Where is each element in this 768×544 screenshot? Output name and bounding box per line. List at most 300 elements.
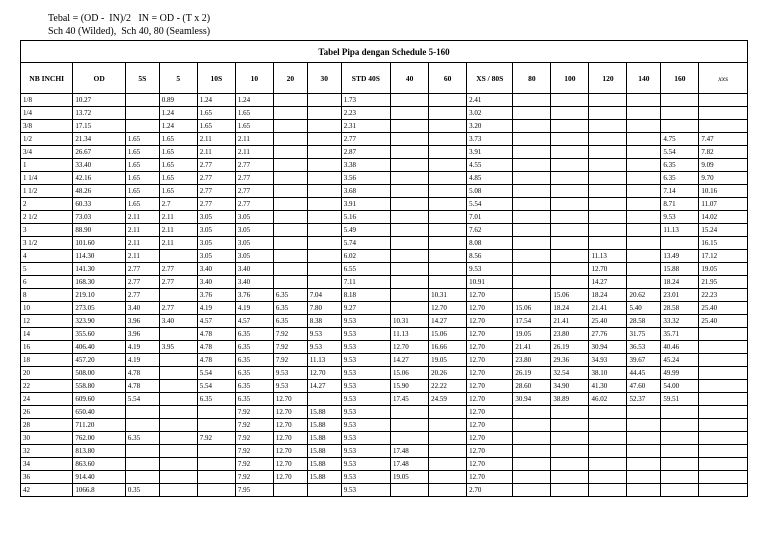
table-cell — [429, 458, 467, 471]
table-cell: 18.24 — [589, 289, 627, 302]
table-cell — [307, 146, 341, 159]
table-cell: 6.35 — [125, 432, 159, 445]
table-cell: 11.13 — [589, 250, 627, 263]
table-cell: 9.53 — [661, 211, 699, 224]
table-cell — [699, 484, 748, 497]
table-cell: 406.40 — [73, 341, 125, 354]
table-cell — [513, 445, 551, 458]
table-cell — [429, 419, 467, 432]
table-cell: 12.70 — [467, 315, 513, 328]
table-cell: 24.59 — [429, 393, 467, 406]
nominal-size-cell: 18 — [21, 354, 73, 367]
table-cell: 17.12 — [699, 250, 748, 263]
table-cell — [551, 211, 589, 224]
table-cell: 3.73 — [467, 133, 513, 146]
column-header: xxs — [699, 63, 748, 94]
table-cell — [273, 263, 307, 276]
table-cell — [551, 146, 589, 159]
nominal-size-cell: 1 — [21, 159, 73, 172]
table-cell: 15.06 — [391, 367, 429, 380]
column-header: 160 — [661, 63, 699, 94]
table-cell — [589, 146, 627, 159]
table-cell: 1.65 — [197, 120, 235, 133]
table-cell: 7.92 — [235, 445, 273, 458]
table-cell — [273, 94, 307, 107]
table-cell: 27.76 — [589, 328, 627, 341]
table-cell — [273, 250, 307, 263]
table-cell: 17.54 — [513, 315, 551, 328]
table-cell: 3.40 — [235, 263, 273, 276]
table-cell: 4.78 — [125, 380, 159, 393]
table-cell — [197, 445, 235, 458]
table-cell — [307, 393, 341, 406]
table-cell: 7.04 — [307, 289, 341, 302]
table-cell: 9.53 — [341, 484, 390, 497]
table-cell — [699, 432, 748, 445]
table-cell: 12.70 — [273, 393, 307, 406]
table-cell: 12.70 — [467, 341, 513, 354]
table-cell: 4.85 — [467, 172, 513, 185]
table-cell — [273, 484, 307, 497]
table-cell: 10.91 — [467, 276, 513, 289]
table-cell — [551, 471, 589, 484]
table-cell: 12.70 — [273, 419, 307, 432]
table-cell: 6.55 — [341, 263, 390, 276]
table-cell: 6.35 — [235, 341, 273, 354]
table-cell — [627, 432, 661, 445]
table-cell — [627, 107, 661, 120]
table-cell: 2.77 — [197, 172, 235, 185]
table-cell: 18.24 — [661, 276, 699, 289]
table-cell — [429, 120, 467, 133]
nominal-size-cell: 26 — [21, 406, 73, 419]
table-cell: 4.19 — [197, 302, 235, 315]
table-cell: 25.40 — [699, 315, 748, 328]
table-cell — [551, 250, 589, 263]
table-row — [21, 263, 748, 276]
table-cell — [589, 159, 627, 172]
table-cell — [391, 185, 429, 198]
table-cell: 21.41 — [513, 341, 551, 354]
table-cell: 1.65 — [159, 146, 197, 159]
table-cell — [513, 172, 551, 185]
table-cell: 914.40 — [73, 471, 125, 484]
table-cell — [699, 406, 748, 419]
table-cell: 17.48 — [391, 445, 429, 458]
table-cell — [391, 224, 429, 237]
table-cell — [661, 107, 699, 120]
table-cell — [159, 458, 197, 471]
table-cell — [513, 419, 551, 432]
table-cell: 15.06 — [513, 302, 551, 315]
table-cell: 36.53 — [627, 341, 661, 354]
table-cell: 14.27 — [589, 276, 627, 289]
table-cell: 10.16 — [699, 185, 748, 198]
table-cell: 15.88 — [307, 458, 341, 471]
table-cell — [391, 159, 429, 172]
table-cell: 12.70 — [467, 367, 513, 380]
table-cell: 2.11 — [125, 237, 159, 250]
table-cell — [627, 406, 661, 419]
table-cell: 12.70 — [273, 432, 307, 445]
table-cell — [551, 419, 589, 432]
table-cell: 2.11 — [235, 146, 273, 159]
table-cell — [661, 406, 699, 419]
nominal-size-cell: 20 — [21, 367, 73, 380]
table-cell — [273, 133, 307, 146]
table-cell: 355.60 — [73, 328, 125, 341]
table-cell — [391, 432, 429, 445]
table-cell: 49.99 — [661, 367, 699, 380]
table-cell: 12.70 — [467, 354, 513, 367]
table-cell: 33.40 — [73, 159, 125, 172]
table-cell — [551, 172, 589, 185]
table-cell — [627, 198, 661, 211]
table-cell — [589, 185, 627, 198]
table-cell — [589, 133, 627, 146]
table-cell: 3.40 — [125, 302, 159, 315]
table-cell — [159, 419, 197, 432]
table-cell: 1.65 — [159, 159, 197, 172]
pipe-schedule-table — [20, 40, 748, 497]
table-cell: 2.77 — [197, 198, 235, 211]
table-cell: 17.45 — [391, 393, 429, 406]
table-cell — [307, 107, 341, 120]
table-cell — [125, 406, 159, 419]
table-cell: 8.38 — [307, 315, 341, 328]
table-cell: 12.70 — [467, 458, 513, 471]
table-cell: 5.54 — [197, 380, 235, 393]
table-cell: 3.95 — [159, 341, 197, 354]
table-cell — [589, 445, 627, 458]
table-cell — [391, 211, 429, 224]
table-cell — [699, 471, 748, 484]
table-cell — [551, 185, 589, 198]
table-cell: 1.24 — [197, 94, 235, 107]
table-cell: 1.65 — [159, 172, 197, 185]
table-cell: 3.91 — [467, 146, 513, 159]
table-cell: 1.65 — [125, 146, 159, 159]
table-cell: 9.53 — [273, 367, 307, 380]
table-cell: 12.70 — [273, 458, 307, 471]
table-cell — [273, 172, 307, 185]
nominal-size-cell: 14 — [21, 328, 73, 341]
table-cell — [661, 458, 699, 471]
table-row — [21, 406, 748, 419]
table-cell: 12.70 — [467, 302, 513, 315]
nominal-size-cell: 1 1/4 — [21, 172, 73, 185]
table-cell: 3.05 — [235, 224, 273, 237]
table-cell — [627, 172, 661, 185]
table-cell — [699, 120, 748, 133]
table-cell: 3.05 — [235, 250, 273, 263]
table-cell: 323.90 — [73, 315, 125, 328]
table-cell: 47.60 — [627, 380, 661, 393]
table-cell — [513, 289, 551, 302]
table-cell — [159, 367, 197, 380]
table-cell — [429, 445, 467, 458]
table-cell: 7.95 — [235, 484, 273, 497]
table-cell: 4.75 — [661, 133, 699, 146]
table-cell — [159, 250, 197, 263]
table-cell — [197, 471, 235, 484]
table-cell: 21.34 — [73, 133, 125, 146]
table-cell: 609.60 — [73, 393, 125, 406]
table-cell — [273, 276, 307, 289]
table-cell: 5.08 — [467, 185, 513, 198]
table-cell — [661, 445, 699, 458]
table-cell: 7.47 — [699, 133, 748, 146]
table-cell — [429, 224, 467, 237]
table-cell — [307, 185, 341, 198]
table-cell: 19.05 — [699, 263, 748, 276]
table-cell — [307, 224, 341, 237]
table-cell — [307, 250, 341, 263]
header-row — [21, 63, 748, 94]
table-cell: 2.23 — [341, 107, 390, 120]
table-row — [21, 367, 748, 380]
table-cell — [661, 120, 699, 133]
table-cell — [125, 419, 159, 432]
table-cell — [125, 458, 159, 471]
table-cell: 15.88 — [307, 419, 341, 432]
table-cell: 22.22 — [429, 380, 467, 393]
table-cell — [661, 432, 699, 445]
table-cell: 101.60 — [73, 237, 125, 250]
table-cell — [627, 120, 661, 133]
nominal-size-cell: 2 — [21, 198, 73, 211]
table-cell: 1.65 — [235, 120, 273, 133]
table-cell — [391, 302, 429, 315]
table-cell — [589, 224, 627, 237]
table-row — [21, 484, 748, 497]
table-cell: 14.27 — [307, 380, 341, 393]
table-cell: 1.24 — [235, 94, 273, 107]
table-cell: 3.56 — [341, 172, 390, 185]
table-cell: 9.53 — [273, 380, 307, 393]
table-cell — [307, 172, 341, 185]
table-cell: 60.33 — [73, 198, 125, 211]
table-cell: 6.35 — [273, 315, 307, 328]
table-cell: 9.70 — [699, 172, 748, 185]
table-row — [21, 172, 748, 185]
table-cell: 7.62 — [467, 224, 513, 237]
table-cell: 59.51 — [661, 393, 699, 406]
table-cell: 23.80 — [513, 354, 551, 367]
table-cell: 14.27 — [429, 315, 467, 328]
table-cell: 3.76 — [197, 289, 235, 302]
table-cell: 7.92 — [235, 471, 273, 484]
table-cell: 12.70 — [467, 432, 513, 445]
table-cell: 3.68 — [341, 185, 390, 198]
table-cell: 8.71 — [661, 198, 699, 211]
table-cell — [551, 263, 589, 276]
table-row — [21, 94, 748, 107]
table-cell — [589, 419, 627, 432]
table-cell — [551, 406, 589, 419]
table-cell — [699, 393, 748, 406]
table-cell: 3.96 — [125, 315, 159, 328]
table-cell: 12.70 — [467, 328, 513, 341]
column-header: XS / 80S — [467, 63, 513, 94]
table-cell: 40.46 — [661, 341, 699, 354]
table-row — [21, 432, 748, 445]
table-row — [21, 419, 748, 432]
table-cell: 12.70 — [429, 302, 467, 315]
table-row — [21, 458, 748, 471]
table-cell — [513, 484, 551, 497]
table-cell: 7.11 — [341, 276, 390, 289]
table-row — [21, 315, 748, 328]
table-cell: 6.35 — [235, 354, 273, 367]
table-cell: 3.05 — [197, 237, 235, 250]
table-cell — [513, 406, 551, 419]
table-cell: 6.35 — [235, 393, 273, 406]
table-cell: 9.53 — [341, 458, 390, 471]
table-cell: 16.15 — [699, 237, 748, 250]
table-cell — [551, 484, 589, 497]
table-cell — [429, 185, 467, 198]
table-cell — [699, 341, 748, 354]
table-cell: 1.24 — [159, 120, 197, 133]
table-cell — [513, 198, 551, 211]
table-cell: 2.77 — [341, 133, 390, 146]
table-cell — [391, 250, 429, 263]
table-cell: 38.89 — [551, 393, 589, 406]
table-cell — [429, 94, 467, 107]
table-cell — [307, 94, 341, 107]
table-row — [21, 250, 748, 263]
table-cell: 5.49 — [341, 224, 390, 237]
table-cell: 2.11 — [125, 211, 159, 224]
table-cell: 45.24 — [661, 354, 699, 367]
table-cell: 15.88 — [307, 406, 341, 419]
table-cell — [391, 276, 429, 289]
column-header: 5S — [125, 63, 159, 94]
nominal-size-cell: 3/8 — [21, 120, 73, 133]
table-cell — [551, 432, 589, 445]
table-cell — [627, 458, 661, 471]
table-cell: 4.78 — [197, 354, 235, 367]
table-cell — [513, 458, 551, 471]
table-cell — [551, 107, 589, 120]
column-header: STD 40S — [341, 63, 390, 94]
table-cell — [429, 471, 467, 484]
table-cell: 3.40 — [235, 276, 273, 289]
table-cell: 6.35 — [235, 367, 273, 380]
table-cell: 7.82 — [699, 146, 748, 159]
column-header: 40 — [391, 63, 429, 94]
table-cell — [273, 107, 307, 120]
table-cell: 12.70 — [467, 445, 513, 458]
table-body — [21, 94, 748, 497]
table-cell: 1.73 — [341, 94, 390, 107]
table-cell: 2.77 — [197, 185, 235, 198]
table-cell: 5.74 — [341, 237, 390, 250]
table-cell: 4.57 — [197, 315, 235, 328]
column-header: OD — [73, 63, 125, 94]
table-cell — [429, 276, 467, 289]
table-cell: 2.77 — [235, 159, 273, 172]
table-cell — [391, 419, 429, 432]
table-cell: 15.06 — [429, 328, 467, 341]
table-cell — [513, 224, 551, 237]
table-cell — [273, 237, 307, 250]
table-cell: 7.01 — [467, 211, 513, 224]
table-cell — [429, 159, 467, 172]
table-cell: 8.56 — [467, 250, 513, 263]
table-cell: 26.67 — [73, 146, 125, 159]
table-cell: 508.00 — [73, 367, 125, 380]
table-cell — [391, 484, 429, 497]
table-cell: 12.70 — [467, 406, 513, 419]
table-cell — [589, 432, 627, 445]
table-cell — [699, 367, 748, 380]
table-cell: 2.77 — [159, 302, 197, 315]
table-cell: 9.53 — [341, 445, 390, 458]
table-cell: 23.80 — [551, 328, 589, 341]
nominal-size-cell: 12 — [21, 315, 73, 328]
table-cell: 48.26 — [73, 185, 125, 198]
table-cell: 25.40 — [589, 315, 627, 328]
table-cell: 9.53 — [341, 380, 390, 393]
column-header: 100 — [551, 63, 589, 94]
table-cell: 2.77 — [235, 172, 273, 185]
nominal-size-cell: 1/4 — [21, 107, 73, 120]
table-cell: 141.30 — [73, 263, 125, 276]
table-cell: 3.05 — [235, 211, 273, 224]
table-cell — [627, 263, 661, 276]
table-cell: 15.88 — [307, 445, 341, 458]
table-cell: 3.40 — [159, 315, 197, 328]
table-row — [21, 146, 748, 159]
table-cell: 22.23 — [699, 289, 748, 302]
table-cell: 6.35 — [235, 328, 273, 341]
table-cell: 15.88 — [307, 471, 341, 484]
table-cell: 9.53 — [341, 367, 390, 380]
table-cell: 3.05 — [235, 237, 273, 250]
table-cell — [627, 484, 661, 497]
table-cell: 3.20 — [467, 120, 513, 133]
table-cell: 3.38 — [341, 159, 390, 172]
table-cell: 19.05 — [429, 354, 467, 367]
table-cell: 21.41 — [589, 302, 627, 315]
table-cell: 18.24 — [551, 302, 589, 315]
table-cell: 5.54 — [197, 367, 235, 380]
table-cell — [429, 211, 467, 224]
table-cell: 1.65 — [125, 159, 159, 172]
table-cell: 8.18 — [341, 289, 390, 302]
table-cell: 12.70 — [467, 289, 513, 302]
table-cell: 42.16 — [73, 172, 125, 185]
table-cell: 12.70 — [467, 419, 513, 432]
table-cell — [159, 445, 197, 458]
table-cell: 6.35 — [273, 302, 307, 315]
table-cell — [307, 263, 341, 276]
table-cell: 29.36 — [551, 354, 589, 367]
table-cell: 3.05 — [197, 250, 235, 263]
table-cell — [159, 484, 197, 497]
table-cell: 813.80 — [73, 445, 125, 458]
table-cell — [627, 276, 661, 289]
table-cell: 10.31 — [429, 289, 467, 302]
table-row — [21, 471, 748, 484]
table-cell — [429, 107, 467, 120]
nominal-size-cell: 6 — [21, 276, 73, 289]
table-cell: 16.66 — [429, 341, 467, 354]
table-cell: 1.65 — [125, 172, 159, 185]
table-cell: 12.70 — [467, 471, 513, 484]
